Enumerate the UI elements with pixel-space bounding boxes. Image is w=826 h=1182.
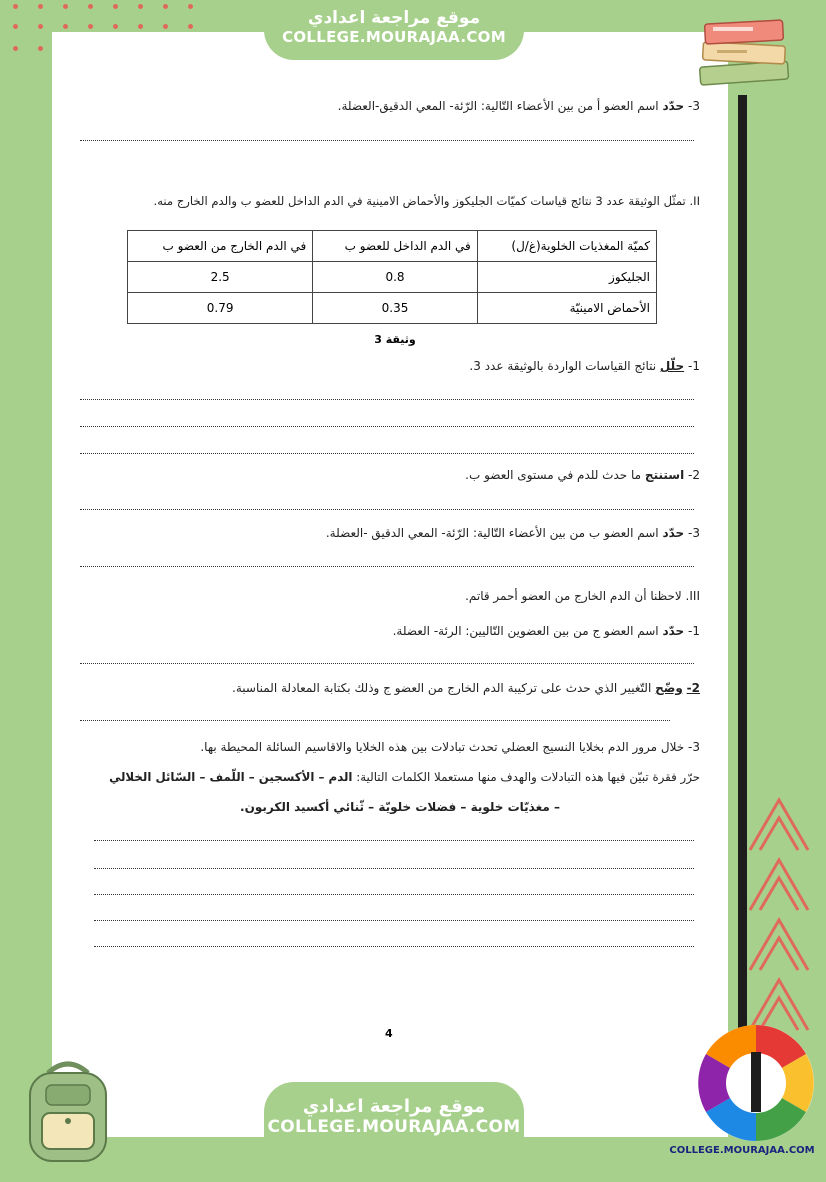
answer-line[interactable] [80, 140, 694, 141]
q2-2-line: 2- استنتج ما حدث للدم في مستوى العضو ب. [465, 468, 700, 482]
table-row [128, 262, 657, 293]
answer-line[interactable] [94, 894, 694, 895]
q1-3-line: 3- حدّد اسم العضو أ من بين الأعضاء التّالية: الرّئة- المعي الدقيق-العضلة. [337, 99, 700, 113]
answer-line[interactable] [80, 399, 694, 400]
table-cell: 0.35 [313, 293, 478, 324]
q3-2-line: 2- وضّح التّغيير الذي حدث على تركيبة الدم الخارج من العضو ج وذلك بكتابة المعادلة المناسبة. [232, 681, 700, 695]
answer-line[interactable] [94, 946, 694, 947]
chevron-up-icon [745, 790, 813, 858]
books-icon [695, 12, 795, 92]
document-caption: وثيقة 3 [374, 333, 416, 346]
header-site-url[interactable]: COLLEGE.MOURAJAA.COM [282, 28, 506, 46]
table-cell: الجليكوز [477, 262, 656, 293]
table-cell: 0.8 [313, 262, 478, 293]
q3-1-verb: حدّد [662, 624, 685, 638]
answer-line[interactable] [80, 663, 694, 664]
answer-line[interactable] [80, 720, 670, 721]
section3-intro: III. لاحظنا أن الدم الخارج من العضو أحمر قاتم. [465, 589, 700, 603]
chevron-up-icon [745, 910, 813, 978]
q2-2-verb: استنتج [644, 468, 685, 482]
table-cell: 2.5 [128, 262, 313, 293]
q3-1-line: 1- حدّد اسم العضو ج من بين العضوين التّاليين: الرئة- العضلة. [392, 624, 700, 638]
header-banner [264, 0, 524, 60]
q3-3-line2: حرّر فقرة تبيّن فيها هذه التبادلات والهدف منها مستعملا الكلمات التالية: الدم – الأكسجين – اللّمف – السّائل الخلالي [109, 770, 700, 784]
q1-3-verb: حدّد [662, 99, 685, 113]
q2-3-verb: حدّد [662, 526, 685, 540]
table-header-cell: في الدم الخارج من العضو ب [128, 231, 313, 262]
table-header-row [128, 231, 657, 262]
footer-banner [264, 1082, 524, 1182]
q3-3-line1: 3- خلال مرور الدم بخلايا النسيج العضلي تحدث تبادلات بين هذه الخلايا والاقاسيم السائلة المحيطة بها. [200, 740, 700, 754]
answer-line[interactable] [94, 840, 694, 841]
page-number: 4 [385, 1027, 393, 1040]
q3-3-line3: – مغذيّات خلوية – فضلات خلويّة – ثّنائي أكسيد الكربون. [240, 800, 560, 814]
chevron-up-icon [745, 850, 813, 918]
table-header-cell: في الدم الداخل للعضو ب [313, 231, 478, 262]
q2-1-verb: حلّل [659, 359, 685, 373]
table-cell: الأحماض الامينيّة [477, 293, 656, 324]
table-row [128, 293, 657, 324]
answer-line[interactable] [80, 426, 694, 427]
q1-3-text: اسم العضو أ من بين الأعضاء التّالية: الرّئة- المعي الدقيق-العضلة. [337, 99, 659, 113]
table-cell: 0.79 [128, 293, 313, 324]
q2-3-line: 3- حدّد اسم العضو ب من بين الأعضاء التّالية: الرّئة- المعي الدقيق -العضلة. [325, 526, 700, 540]
q3-2-verb: وضّح [655, 681, 683, 695]
footer-site-name: موقع مراجعة اعدادي [302, 1096, 486, 1117]
q2-1-line: 1- حلّل نتائج القياسات الواردة بالوثيقة عدد 3. [469, 359, 700, 373]
document-3-table [127, 230, 657, 324]
answer-line[interactable] [94, 920, 694, 921]
logo-url[interactable]: COLLEGE.MOURAJAA.COM [669, 1145, 815, 1156]
header-site-name: موقع مراجعة اعدادي [307, 8, 481, 28]
site-logo-icon [695, 1022, 817, 1144]
answer-line[interactable] [80, 453, 694, 454]
answer-line[interactable] [94, 868, 694, 869]
answer-line[interactable] [80, 566, 694, 567]
backpack-icon [18, 1055, 118, 1167]
q3-3-keywords: الدم – الأكسجين – اللّمف – السّائل الخلالي [109, 770, 353, 784]
footer-site-url[interactable]: COLLEGE.MOURAJAA.COM [267, 1117, 521, 1137]
answer-line[interactable] [80, 509, 694, 510]
table-header-cell: كميّة المغذيات الخلوية(غ/ل) [477, 231, 656, 262]
section2-intro: II. تمثّل الوثيقة عدد 3 نتائج قياسات كميّات الجليكوز والأحماض الامينية في الدم الداخل للعضو ب والدم الخارج منه. [153, 194, 700, 208]
